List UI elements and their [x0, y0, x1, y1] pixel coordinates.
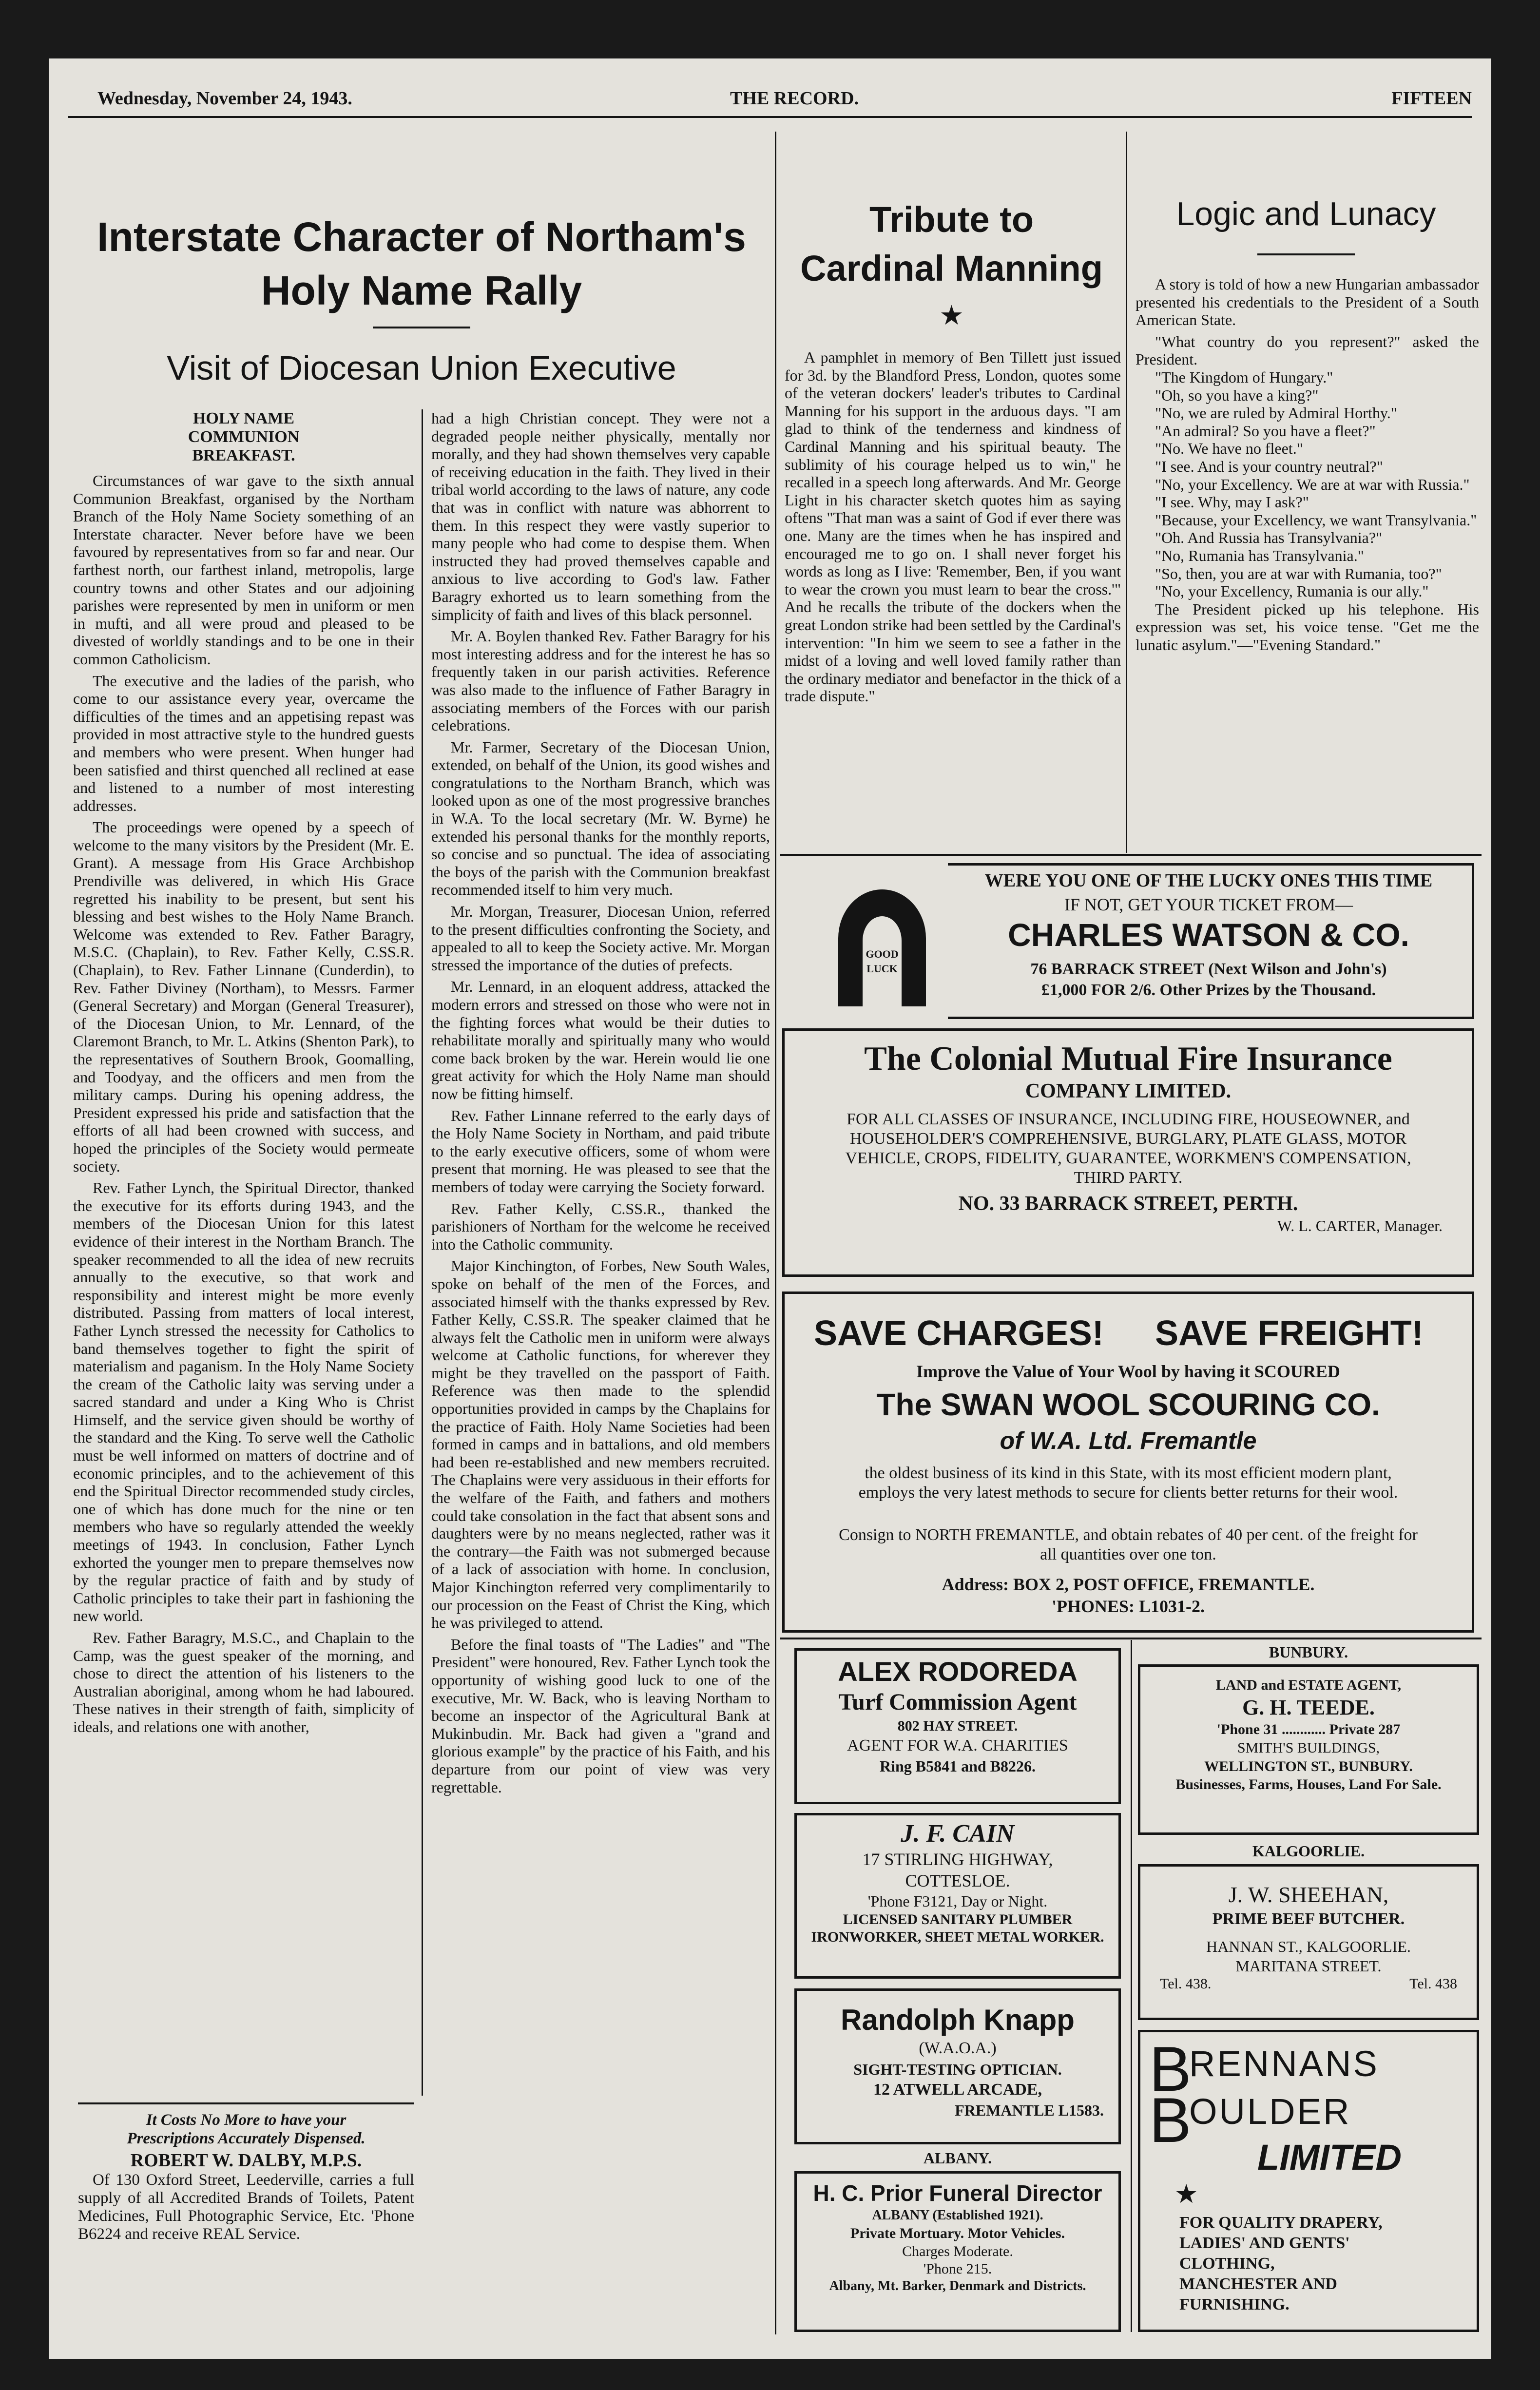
page-header: [49, 58, 1491, 112]
logic-article: [1131, 132, 1482, 858]
paragraph: Major Kinchington, of Forbes, New South Wales, spoke on behalf of the men of the Forces, and associated himself with the thanks expressed by Rev. Father Kelly, C.SS.R. The speaker claimed that he always felt the Catholic men in uniform were always welcome at Catholic functions, for wherever they might be they travelled on the passport of Faith. Reference was then made to the splendid opportunities provided in camps by the Chaplains for the practice of Faith. Holy Name Societies had been formed in camps and in battalions, and old members had been re-established and new members recruited. The Chaplains were very assiduous in their efforts for the welfare of the Faith, and fathers and mothers could take consolation in the fact that absent sons and daughters were by no means neglected, rather was it the contrary—the Faith was not submerged because of a lack of association with home. In conclusion, Major Kinchington referred very complimentarily to our procession on the Feast of Christ the King, which he was privileged to attend.: [431, 1257, 770, 1632]
paragraph: The proceedings were opened by a speech of welcome to the many visitors by the President (Mr. E. Grant). A message from His Grace Archbishop Prendiville was delivered, in which His Grace regretted his inability to be present, but sent his blessing and best wishes to the Holy Name Branch. Welcome was extended to Rev. Father Baragry, M.S.C. (Chaplain), to Rev. Father Kelly, C.SS.R. (Chaplain), to Rev. Father Linnane (Cunderdin), to Rev. Father Diviney (Northam), to Messrs. Farmer (General Secretary) and Morgan (General Treasurer), of the Diocesan Union, to Mr. Lennard, of the Claremont Branch, to Mr. L. Atkins (Shenton Park), to the representatives of Southern Brook, Goomalling, and Toodyay, and the officers and men from the military camps. During his opening address, the President expressed his pride and satisfaction that the efforts of all had been crowned with success, and hoped the principles of the Society would permeate society.: [73, 818, 414, 1175]
paragraph: "No, we are ruled by Admiral Horthy.": [1155, 404, 1397, 422]
cain-name: J. F. CAIN: [901, 1820, 1015, 1848]
cain-phone: 'Phone F3121, Day or Night.: [867, 1892, 1048, 1910]
sheehan-tel-1: Tel. 438.: [1160, 1976, 1212, 1992]
paragraph: "What country do you represent?" asked the President.: [1136, 332, 1479, 368]
sheehan-ad: [1138, 1864, 1479, 2020]
article-title-line-2: Holy Name Rally: [261, 268, 582, 313]
paragraph: "I see. And is your country neutral?": [1155, 457, 1383, 475]
swan-of: of W.A. Ltd. Fremantle: [1000, 1427, 1257, 1454]
prior-line-3: Albany, Mt. Barker, Denmark and Districts.: [829, 2278, 1086, 2294]
paragraph: Before the final toasts of "The Ladies" and "The President" were honoured, Rev. Father Lynch took the opportunity of wishing good luck to one of the executive, Mr. W. Back, who is leaving Northam to become an inspector of the Agricultural Bank at Mukinbudin. Mr. Back had given a "grand and glorious example" by the practice of his Faith, and his departure from our point of view was very regrettable.: [431, 1635, 770, 1796]
rodoreda-address: 802 HAY STREET.: [897, 1718, 1018, 1734]
paragraph: A pamphlet in memory of Ben Tillett just issued for 3d. by the Blandford Press, London, quotes some of the veteran dockers' leader's tributes to Cardinal Manning for his support in the arduous days. "I am glad to think of the tenderness and kindness of Cardinal Manning and his spiritual beauty. The sublimity of his courage helped us to win," he recalled in a speech long afterwards. And Mr. George Light in his character sketch quotes him as saying oftens "That man was a saint of God if ever there was one. Many are the times when he has inspired and encouraged me to go on. I shall never forget his words as long as I live: 'Remember, Ben, if you want to wear the crown you must learn to bear the cross.'" And he recalls the tribute of the dockers when the great London strike had been settled by the Cardinal's intervention: "In him we seem to see a father in the midst of a loving and well loved family rather than the ordinary mediator and benefactor in the thick of a trade dispute.": [785, 348, 1121, 705]
rodoreda-name: ALEX RODOREDA: [838, 1656, 1078, 1687]
paragraph: A story is told of how a new Hungarian ambassador presented his credentials to the President of a South American State.: [1136, 275, 1479, 329]
rodoreda-agent: AGENT FOR W.A. CHARITIES: [847, 1736, 1068, 1754]
knapp-city: FREMANTLE L1583.: [955, 2101, 1104, 2119]
prior-region: ALBANY.: [923, 2149, 992, 2167]
watson-ad: [782, 860, 1479, 1021]
ads-top-rule: [780, 854, 1482, 856]
paragraph: Rev. Father Linnane referred to the early days of the Holy Name Society in Northam, and paid tribute to the early executive officers, some of whom were present that morning. He was pleased to see that the members of today were carrying the Society forward.: [431, 1106, 770, 1195]
horseshoe-icon: [821, 875, 943, 1006]
paragraph: Rev. Father Kelly, C.SS.R., thanked the parishioners of Northam for the welcome he received into the Catholic community.: [431, 1199, 770, 1253]
prior-name: H. C. Prior Funeral Director: [813, 2180, 1102, 2206]
paragraph: "So, then, you are at war with Rumania, too?": [1155, 564, 1442, 582]
tribute-article: [780, 132, 1123, 858]
rodoreda-role: Turf Commission Agent: [838, 1689, 1077, 1715]
header-rule: [68, 116, 1472, 118]
swan-save-freight: SAVE FREIGHT!: [1155, 1314, 1424, 1353]
paragraph: "No, Rumania has Transylvania.": [1155, 546, 1364, 564]
teede-role: LAND and ESTATE AGENT,: [1215, 1677, 1402, 1693]
cain-trade-1: LICENSED SANITARY PLUMBER: [843, 1911, 1073, 1927]
teede-name: G. H. TEEDE.: [1242, 1696, 1375, 1719]
brennans-line-3: CLOTHING,: [1179, 2255, 1275, 2273]
watson-line-1: WERE YOU ONE OF THE LUCKY ONES THIS TIME: [984, 870, 1433, 891]
article-subtitle: Visit of Diocesan Union Executive: [167, 349, 676, 387]
brennans-big-b: B: [1149, 2033, 1192, 2104]
prior-phone: 'Phone 215.: [923, 2261, 992, 2277]
swan-ad: [782, 1291, 1474, 1633]
page-number: FIFTEEN: [1391, 88, 1472, 109]
watson-line-2: IF NOT, GET YOUR TICKET FROM—: [1064, 895, 1353, 914]
prior-sub: ALBANY (Established 1921).: [872, 2208, 1043, 2223]
knapp-name: Randolph Knapp: [841, 2004, 1075, 2036]
sheehan-region: KALGOORLIE.: [1252, 1842, 1365, 1860]
paragraph: Rev. Father Lynch, the Spiritual Director, thanked the executive for its efforts during 1943, and the members of the Diocesan Union for this latest evidence of their interest in the Northam Branch. The speaker recommended to all the idea of new recruits annually to the executive, so that work and responsibility and interest might be more evenly distributed. Passing from matters of local interest, Father Lynch stressed the necessity for Catholics to band themselves together to fight the spirit of materialism and paganism. In the Holy Name Society the cream of the Catholic laity was serving under a sacred standard and under a King Who is Christ Himself, and the service given should be worthy of the standard and the King. To serve well the Catholic must be well informed on matters of doctrine and of economic principles, and to the achievement of this end the Spiritual Director recommended study circles, one of which has done much for the nine or ten members who have so regularly attended the weekly meetings of 1943. In conclusion, Father Lynch exhorted the younger men to prepare themselves now by the regular practice of faith and by study of Catholic principles to take their part in fashioning the new world.: [73, 1179, 414, 1625]
cain-ad: [794, 1813, 1121, 1979]
swan-address: Address: BOX 2, POST OFFICE, FREMANTLE.: [942, 1575, 1315, 1594]
paragraph: "An admiral? So you have a fleet?": [1155, 422, 1376, 440]
paragraph: "No, your Excellency. We are at war with Russia.": [1155, 475, 1470, 493]
swan-name: The SWAN WOOL SCOURING CO.: [876, 1387, 1380, 1422]
knapp-address: 12 ATWELL ARCADE,: [873, 2081, 1042, 2099]
dalby-rule: [78, 2102, 414, 2104]
rodoreda-ring: Ring B5841 and B8226.: [879, 1757, 1036, 1775]
knapp-ad: [794, 1988, 1121, 2144]
paragraph: "No. We have no fleet.": [1155, 440, 1303, 458]
paragraph: "Oh. And Russia has Transylvania?": [1155, 529, 1383, 547]
main-right-rule: [775, 132, 776, 2334]
swan-body: the oldest business of its kind in this State, with its most efficient modern plant, employs the very latest methods to secure for clients better returns for their wool.: [858, 1464, 1398, 1502]
dalby-lead: It Costs No More to have your Prescriptions Accurately Dispensed.: [127, 2111, 366, 2147]
brennans-big-o: B: [1149, 2084, 1192, 2156]
watson-address: 76 BARRACK STREET (Next Wilson and John's): [1030, 960, 1387, 978]
brennans-line-2: LADIES' AND GENTS': [1179, 2234, 1350, 2252]
paragraph: "The Kingdom of Hungary.": [1155, 368, 1333, 386]
luck-label: LUCK: [866, 963, 898, 975]
paragraph: Circumstances of war gave to the sixth annual Communion Breakfast, organised by the Northam Branch of the Holy Name Society something of an Interstate character. Never before have we been favoured by representatives from so far and near. Our farthest north, our farthest inland, metropolis, large country towns and other States and our adjoining parishes were represented by men in uniform or men in mufti, and all were proud and pleased to be divested of worldly standings and to be one in their common Catholicism.: [73, 472, 414, 668]
paragraph: "Because, your Excellency, we want Transylvania.": [1155, 511, 1477, 529]
brennans-line-1: FOR QUALITY DRAPERY,: [1179, 2214, 1383, 2232]
brennans-rennans: RENNANS: [1189, 2043, 1379, 2084]
paper-name: THE RECORD.: [730, 88, 859, 109]
dalby-body: Of 130 Oxford Street, Leederville, carries a full supply of all Accredited Brands of Toilets, Patent Medicines, Full Photographic Service, Etc. 'Phone B6224 and receive REAL Service.: [78, 2171, 414, 2243]
teede-line: Businesses, Farms, Houses, Land For Sale.: [1175, 1776, 1442, 1792]
paragraph: "I see. Why, may I ask?": [1155, 493, 1309, 511]
prior-ad: [794, 2171, 1121, 2332]
section-head: HOLY NAME COMMUNION BREAKFAST.: [188, 409, 300, 464]
tribute-logic-rule: [1126, 132, 1127, 853]
main-article: [73, 122, 770, 2101]
brennans-ad: [1138, 2030, 1479, 2332]
cain-address-1: 17 STIRLING HIGHWAY,: [862, 1850, 1053, 1869]
sheehan-name: J. W. SHEEHAN,: [1228, 1882, 1389, 1907]
small-ads-vrule: [1131, 1640, 1132, 2332]
colonial-name: The Colonial Mutual Fire Insurance: [864, 1040, 1392, 1078]
teede-ad: [1138, 1664, 1479, 1835]
watson-name: CHARLES WATSON & CO.: [1008, 917, 1409, 953]
brennans-limited: LIMITED: [1257, 2137, 1402, 2178]
sheehan-tel-2: Tel. 438: [1409, 1976, 1457, 1992]
dalby-name: ROBERT W. DALBY, M.P.S.: [130, 2150, 362, 2171]
dalby-ad: [78, 2108, 414, 2332]
tribute-title-1: Tribute to: [869, 199, 1034, 240]
tribute-body: [785, 348, 1121, 855]
cain-trade-2: IRONWORKER, SHEET METAL WORKER.: [811, 1929, 1104, 1945]
swan-save-charges: SAVE CHARGES!: [814, 1314, 1104, 1353]
brennans-oulder: OULDER: [1189, 2091, 1351, 2132]
tribute-title-2: Cardinal Manning: [800, 248, 1103, 289]
teede-phone: 'Phone 31 ............ Private 287: [1216, 1721, 1401, 1737]
good-label: GOOD: [866, 948, 899, 960]
sheehan-tels: [1140, 1976, 1477, 1996]
swan-consign: Consign to NORTH FREMANTLE, and obtain rebates of 40 per cent. of the freight for all quantities over one ton.: [839, 1526, 1418, 1563]
prior-line-1: Private Mortuary. Motor Vehicles.: [850, 2225, 1065, 2241]
column-rule: [422, 409, 423, 2096]
colonial-ad: [782, 1028, 1474, 1277]
article-column-1: [73, 409, 414, 2101]
watson-prize: £1,000 FOR 2/6. Other Prizes by the Thousand.: [1041, 981, 1376, 999]
logic-title: Logic and Lunacy: [1176, 195, 1436, 232]
logic-body: [1136, 275, 1479, 855]
rodoreda-ad: [794, 1648, 1121, 1804]
brennans-line-5: FURNISHING.: [1179, 2295, 1290, 2313]
sheehan-address-2: MARITANA STREET.: [1235, 1957, 1382, 1975]
star-icon: ★: [939, 300, 964, 331]
knapp-quals: (W.A.O.A.): [919, 2039, 997, 2057]
issue-date: Wednesday, November 24, 1943.: [97, 88, 352, 109]
star-icon: ★: [1174, 2178, 1198, 2209]
knapp-role: SIGHT-TESTING OPTICIAN.: [853, 2061, 1062, 2078]
paragraph: The President picked up his telephone. His expression was set, his voice tense. "Get me the lunatic asylum."—"Evening Standard.": [1136, 600, 1479, 654]
colonial-manager: W. L. CARTER, Manager.: [1277, 1217, 1443, 1234]
paragraph: Mr. A. Boylen thanked Rev. Father Baragry for his most interesting address and for the interest he has so frequently taken in our parish activities. Reference was also made to the influence of Father Baragry in associating members of the Forces with our parish celebrations.: [431, 627, 770, 734]
swan-phones: 'PHONES: L1031-2.: [1051, 1597, 1205, 1616]
paragraph: "Oh, so you have a king?": [1155, 386, 1319, 404]
teede-street: WELLINGTON ST., BUNBURY.: [1204, 1758, 1413, 1774]
small-ads-rule: [780, 1638, 1482, 1639]
paragraph: "No, your Excellency, Rumania is our ally.": [1155, 582, 1429, 600]
logic-title-rule: [1257, 253, 1355, 255]
teede-region: BUNBURY.: [1269, 1643, 1348, 1661]
colonial-body: FOR ALL CLASSES OF INSURANCE, INCLUDING FIRE, HOUSEOWNER, and HOUSEHOLDER'S COMPREHENSIVE, BURGLARY, PLATE GLASS, MOTOR VEHICLE, CROPS, FIDELITY, GUARANTEE, WORKMEN'S COMPENSATION, THIRD PARTY.: [845, 1110, 1411, 1187]
sheehan-address-1: HANNAN ST., KALGOORLIE.: [1206, 1938, 1411, 1955]
colonial-sub: COMPANY LIMITED.: [1025, 1080, 1232, 1102]
teede-building: SMITH'S BUILDINGS,: [1237, 1740, 1380, 1756]
paragraph: had a high Christian concept. They were not a degraded people neither physically, mentally nor morally, and they had shown themselves very capable of receiving education in the faith. They lived in their tribal world according to the laws of nature, any code that was in conflict with nature was abhorrent to them. In this respect they were vastly superior to many people who had come to despise them. When instructed they had proved themselves capable and anxious to live according to God's law. Father Baragry exhorted us to learn something from the simplicity of faith and lives of this black personnel.: [431, 409, 770, 623]
paragraph: Rev. Father Baragry, M.S.C., and Chaplain to the Camp, was the guest speaker of the morning, and chose to direct the attention of his listeners to the Australian aboriginal, among whom he had laboured. These natives in their strength of faith, simplicity of ideals, and relations one with another,: [73, 1629, 414, 1735]
prior-line-2: Charges Moderate.: [902, 2243, 1013, 2259]
paragraph: The executive and the ladies of the parish, who come to our assistance every year, overcame the difficulties of the times and an appetising repast was provided in most attractive style to the hundred guests and members who were present. When hunger had been satisfied and thirst quenched all reclined at ease and listened to a number of most interesting addresses.: [73, 672, 414, 814]
sheehan-role: PRIME BEEF BUTCHER.: [1212, 1910, 1405, 1928]
newspaper-page: [49, 58, 1491, 2359]
article-column-2: [431, 409, 770, 2101]
cain-address-2: COTTESLOE.: [905, 1871, 1010, 1890]
paragraph: Mr. Lennard, in an eloquent address, attacked the modern errors and stressed on those who were not in the fighting forces what would be their duties to rehabilitate morally and spiritually many who would come back broken by the war. Herein would lie one great activity for which the Holy Name man should now be fitting himself.: [431, 978, 770, 1102]
colonial-address: NO. 33 BARRACK STREET, PERTH.: [958, 1193, 1298, 1215]
swan-improve: Improve the Value of Your Wool by having it SCOURED: [916, 1362, 1340, 1381]
paragraph: Mr. Morgan, Treasurer, Diocesan Union, referred to the present difficulties confronting the Society, and appealed to all to keep the Society active. Mr. Morgan stressed the importance of the duties of prefects.: [431, 903, 770, 974]
article-title-line-1: Interstate Character of Northam's: [97, 214, 746, 260]
title-rule: [373, 327, 470, 328]
brennans-line-4: MANCHESTER AND: [1179, 2275, 1337, 2293]
paragraph: Mr. Farmer, Secretary of the Diocesan Union, extended, on behalf of the Union, its good wishes and congratulations to the Northam Branch, which was looked upon as one of the most progressive branches in W.A. To the local secretary (Mr. W. Byrne) he extended his personal thanks for the monthly reports, so concise and so punctual. The idea of associating the boys of the parish with the Communion breakfast recommended itself to him very much.: [431, 738, 770, 899]
